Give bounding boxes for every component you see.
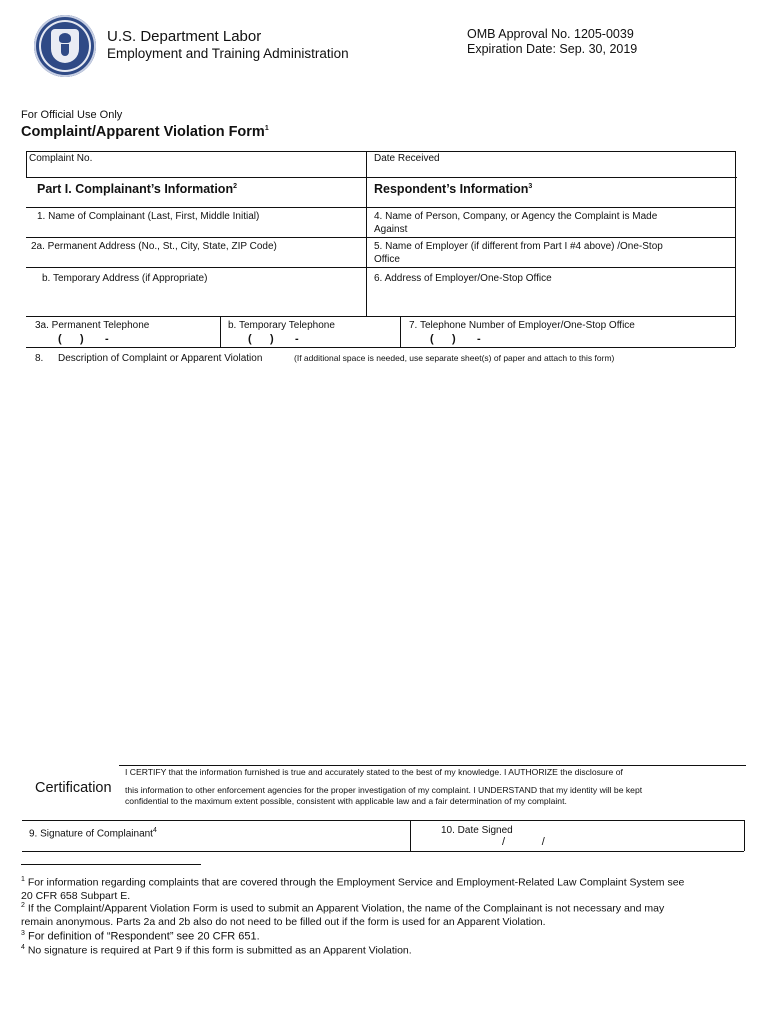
employer-address-field[interactable]: 6. Address of Employer/One-Stop Office (374, 273, 552, 284)
phone-mask: ( ) - (430, 333, 481, 345)
certification-line-2: this information to other enforcement agencies for the proper investigation of my complaint. I UNDERSTAND that my identity will be kept (125, 785, 643, 795)
description-field[interactable]: Description of Complaint or Apparent Violation (58, 353, 263, 364)
footnote-3-text: For definition of “Respondent” see 20 CFR 651. (27, 930, 260, 943)
eagle-icon (59, 33, 71, 43)
footnote-ref-1: 1 (264, 125, 269, 133)
dol-seal-logo (34, 15, 96, 77)
date-signed-field[interactable]: 10. Date Signed (441, 825, 513, 836)
date-mask: / / (502, 836, 545, 848)
footnote-2 (21, 899, 751, 929)
description-note: (If additional space is needed, use separate sheet(s) of paper and attach to this form) (294, 353, 615, 363)
temporary-address-field[interactable]: b. Temporary Address (if Appropriate) (42, 273, 208, 284)
certification-line-3: confidential to the maximum extent possible, consistent with applicable law and a fair determination of my complaint. (125, 796, 567, 806)
footnote-2-line-1: If the Complaint/Apparent Violation Form is used to submit an Apparent Violation, the name of the Complainant is not necessary and may (27, 902, 665, 915)
footnote-ref-3: 3 (528, 182, 533, 190)
signature-field[interactable] (29, 824, 157, 840)
official-use-label: For Official Use Only (21, 109, 123, 121)
certification-line-1: I CERTIFY that the information furnished is true and accurately stated to the best of my knowledge. I AUTHORIZE the disclosure of (125, 767, 623, 777)
department-name: U.S. Department Labor (107, 28, 262, 45)
respondent-name-field[interactable]: 4. Name of Person, Company, or Agency the Complaint is Made (374, 211, 658, 222)
agency-name: Employment and Training Administration (107, 46, 349, 61)
part1-heading-text: Part I. Complainant’s Information (37, 182, 234, 196)
footnote-4-text: No signature is required at Part 9 if this form is submitted as an Apparent Violation. (27, 944, 412, 957)
description-number: 8. (35, 353, 44, 364)
footnote-4 (21, 941, 412, 958)
shield-icon (61, 44, 69, 56)
complaint-no-field[interactable]: Complaint No. (29, 153, 93, 164)
respondent-heading (374, 182, 532, 196)
footnote-marker: 3 (21, 930, 25, 937)
respondent-heading-text: Respondent’s Information (374, 182, 529, 196)
certification-label: Certification (35, 780, 112, 796)
respondent-name-field-cont: Against (374, 224, 408, 235)
employer-telephone-field[interactable]: 7. Telephone Number of Employer/One-Stop Office (409, 320, 635, 331)
date-received-field[interactable]: Date Received (374, 153, 440, 164)
footnote-1-line-2: 20 CFR 658 Subpart E. (21, 889, 131, 902)
employer-name-field-cont: Office (374, 254, 400, 265)
seal-center (51, 29, 79, 63)
footnote-1-line-1: For information regarding complaints that are covered through the Employment Service and Employment-Related Law Complaint System see (27, 876, 685, 889)
phone-mask: ( ) - (58, 333, 109, 345)
omb-approval: OMB Approval No. 1205-0039 (467, 27, 634, 41)
footnote-ref-4: 4 (152, 827, 157, 834)
phone-mask: ( ) - (248, 333, 299, 345)
part1-heading (37, 182, 237, 196)
complainant-name-field[interactable]: 1. Name of Complainant (Last, First, Middle Initial) (37, 211, 260, 222)
employer-name-field[interactable]: 5. Name of Employer (if different from Part I #4 above) /One-Stop (374, 241, 663, 252)
footnote-marker: 1 (21, 876, 25, 883)
signature-label: 9. Signature of Complainant (29, 828, 153, 840)
footnote-marker: 2 (21, 902, 25, 909)
footnote-2-line-2: remain anonymous. Parts 2a and 2b also do not need to be filled out if the form is used for an Apparent Violation. (21, 915, 546, 928)
form-title-text: Complaint/Apparent Violation Form (21, 124, 265, 140)
expiration-date: Expiration Date: Sep. 30, 2019 (467, 42, 638, 56)
temporary-telephone-field[interactable]: b. Temporary Telephone (228, 320, 335, 331)
permanent-address-field[interactable]: 2a. Permanent Address (No., St., City, State, ZIP Code) (31, 241, 277, 252)
form-title (21, 124, 269, 140)
footnote-ref-2: 2 (233, 182, 237, 190)
permanent-telephone-field[interactable]: 3a. Permanent Telephone (35, 320, 150, 331)
footnote-marker: 4 (21, 944, 25, 951)
